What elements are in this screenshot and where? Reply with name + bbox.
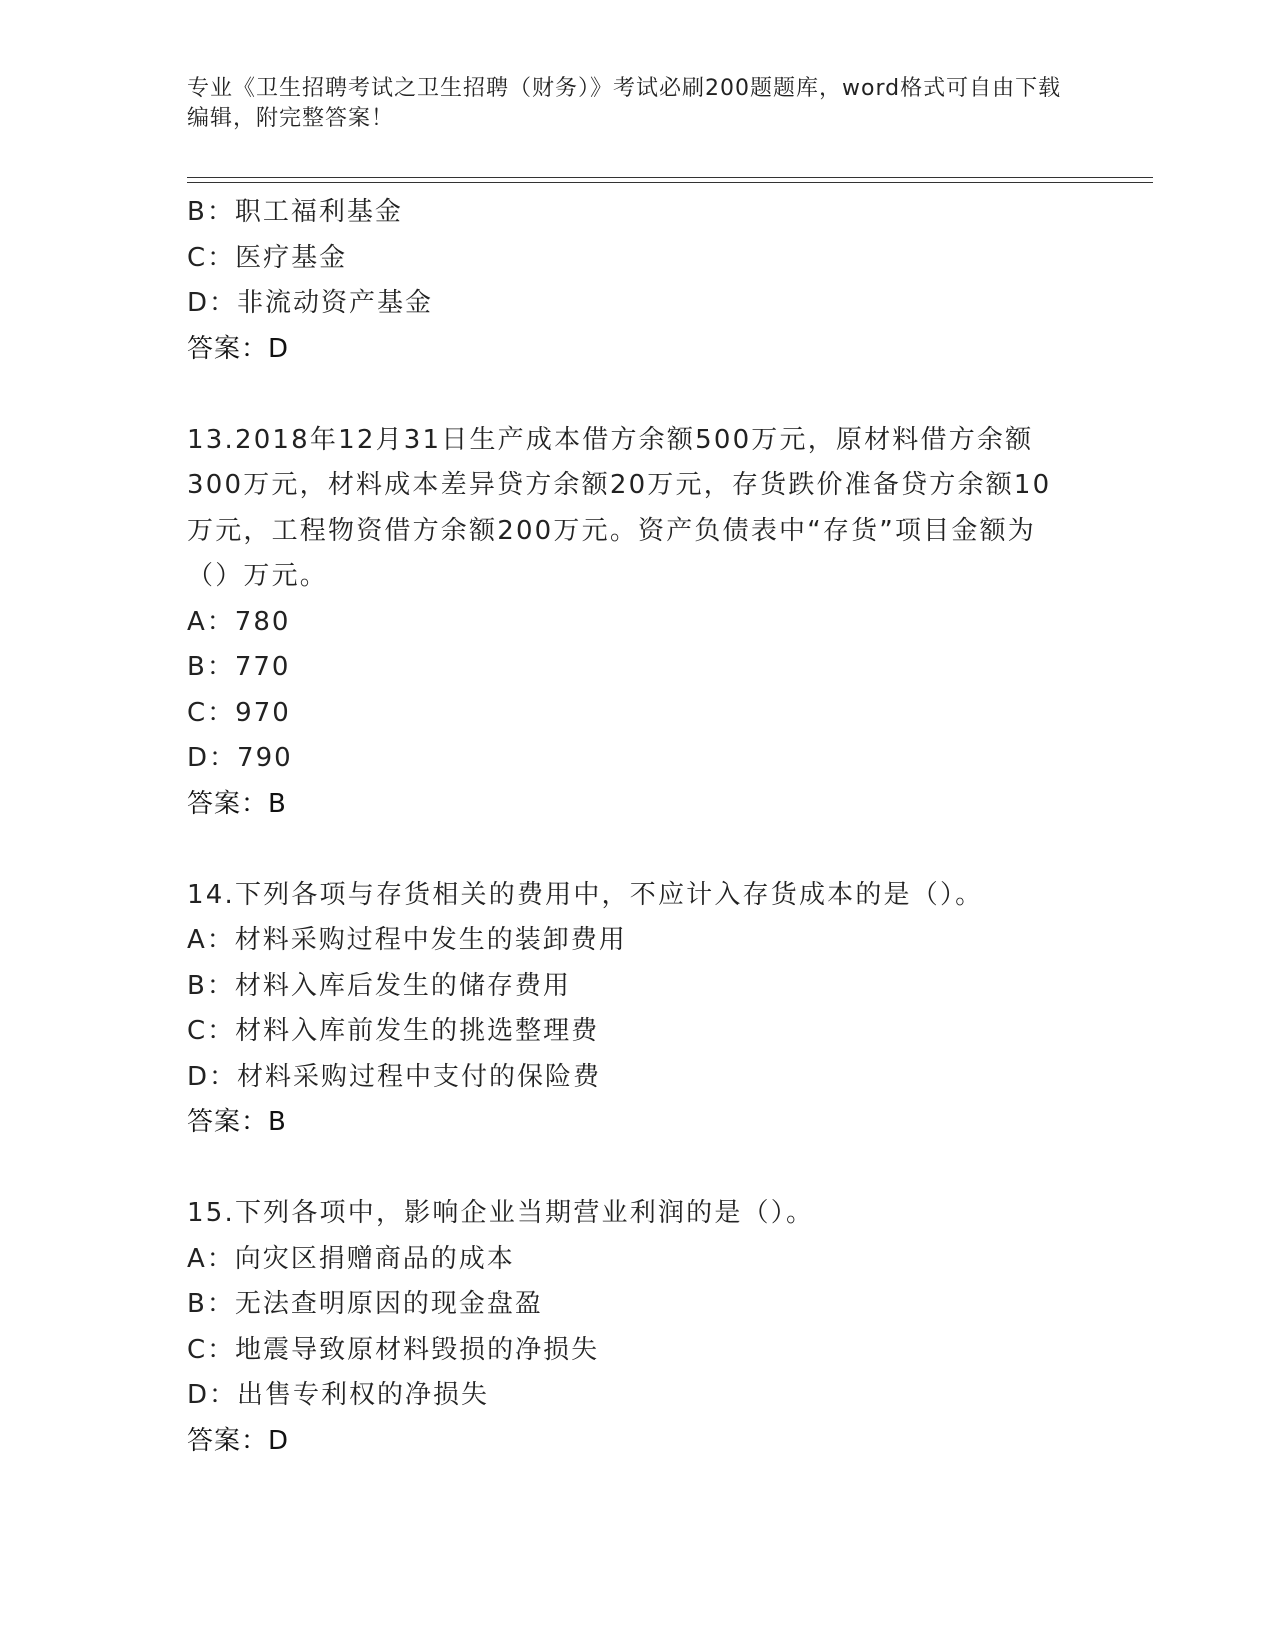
option-b: B：无法查明原因的现金盘盈 (187, 1289, 543, 1319)
header-rule-top (187, 177, 1153, 178)
question-stem: 13.2018年12月31日生产成本借方余额500万元，原材料借方余额300万元，材料成本差异贷方余额20万元，存货跌价准备贷方余额10万元，工程物资借方余额200万元。资产负债表中“存货”项目金额为（）万元。 (187, 424, 1052, 591)
question-stem: 14.下列各项与存货相关的费用中，不应计入存货成本的是（）。 (187, 879, 984, 910)
option-c: C：医疗基金 (187, 242, 348, 273)
option-b: B：770 (187, 652, 291, 682)
header-rule-bottom (187, 182, 1153, 183)
option-d: D：材料采购过程中支付的保险费 (187, 1061, 602, 1092)
option-a: A：向灾区捐赠商品的成本 (187, 1243, 515, 1274)
option-c: C：材料入库前发生的挑选整理费 (187, 1016, 600, 1046)
answer-label: 答案：D (187, 1425, 290, 1456)
spacer (187, 827, 1087, 873)
question-12-continued (187, 190, 1087, 372)
option-a: A：780 (187, 606, 291, 637)
document-content (187, 190, 1087, 1464)
option-c: C：地震导致原材料毁损的净损失 (187, 1334, 600, 1365)
question-stem: 15.下列各项中，影响企业当期营业利润的是（）。 (187, 1198, 815, 1228)
option-c: C：970 (187, 697, 291, 728)
answer-label: 答案：D (187, 333, 290, 364)
option-d: D：790 (187, 743, 293, 773)
spacer (187, 372, 1087, 418)
question-14 (187, 873, 1087, 1146)
option-b: B：职工福利基金 (187, 197, 403, 227)
answer-label: 答案：B (187, 788, 287, 819)
question-13 (187, 418, 1087, 828)
option-d: D：非流动资产基金 (187, 288, 434, 318)
page-header: 专业《卫生招聘考试之卫生招聘（财务）》考试必刷200题题库，word格式可自由下载编辑，附完整答案！ (187, 76, 1062, 131)
answer-label: 答案：B (187, 1107, 287, 1137)
option-a: A：材料采购过程中发生的装卸费用 (187, 925, 627, 955)
spacer (187, 1146, 1087, 1192)
question-15 (187, 1191, 1087, 1464)
option-b: B：材料入库后发生的储存费用 (187, 970, 571, 1001)
option-d: D：出售专利权的净损失 (187, 1380, 490, 1410)
